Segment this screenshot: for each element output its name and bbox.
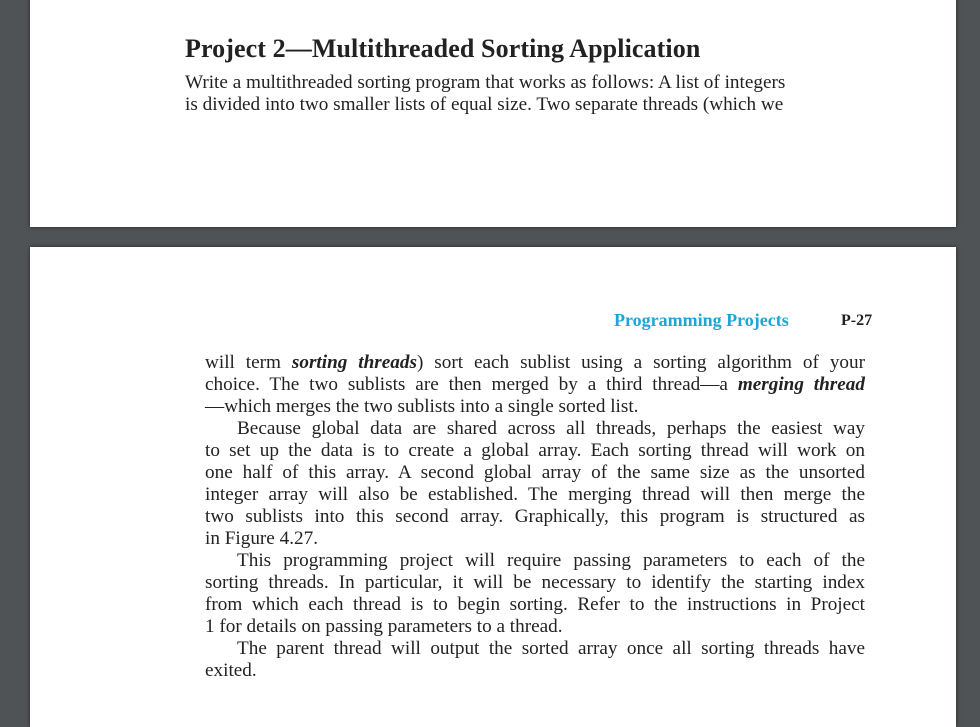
- document-page-top: [30, 0, 956, 227]
- running-head-title: Programming Projects: [614, 310, 789, 330]
- text-line: integer array will also be established. The merging thread will then merge the: [205, 484, 865, 505]
- text-line: one half of this array. A second global array of the same size as the unsorted: [205, 462, 865, 483]
- document-page-bottom: [30, 247, 956, 727]
- intro-paragraph: [185, 72, 875, 116]
- text-line: Because global data are shared across all threads, perhaps the easiest way: [237, 418, 865, 439]
- text-line: from which each thread is to begin sorting. Refer to the instructions in Project: [205, 594, 865, 615]
- text-line: sorting threads. In particular, it will be necessary to identify the starting index: [205, 572, 865, 593]
- text-line: exited.: [205, 660, 257, 681]
- section-heading: Project 2—Multithreaded Sorting Application: [185, 34, 701, 63]
- text-line: two sublists into this second array. Graphically, this program is structured as: [205, 506, 865, 527]
- text-span: ) sort each sublist using a sorting algorithm of your: [416, 352, 865, 373]
- emphasis-term: merging thread: [737, 374, 865, 395]
- text-span: will term: [205, 352, 292, 373]
- text-line: [205, 352, 865, 374]
- text-line: —which merges the two sublists into a single sorted list.: [205, 396, 639, 417]
- page-number: P-27: [841, 312, 873, 329]
- text-line: Write a multithreaded sorting program that works as follows: A list of integers: [185, 72, 786, 93]
- text-line: This programming project will require passing parameters to each of the: [237, 550, 865, 571]
- text-span: choice. The two sublists are then merged by a third thread—a: [205, 374, 738, 395]
- text-line: is divided into two smaller lists of equal size. Two separate threads (which we: [185, 94, 784, 115]
- text-line: 1 for details on passing parameters to a thread.: [205, 616, 563, 637]
- text-line: [205, 374, 865, 396]
- text-line: The parent thread will output the sorted array once all sorting threads have: [237, 638, 865, 659]
- body-text: [205, 352, 865, 682]
- emphasis-term: sorting threads: [291, 352, 417, 373]
- text-line: to set up the data is to create a global array. Each sorting thread will work on: [205, 440, 865, 461]
- text-line: in Figure 4.27.: [205, 528, 318, 549]
